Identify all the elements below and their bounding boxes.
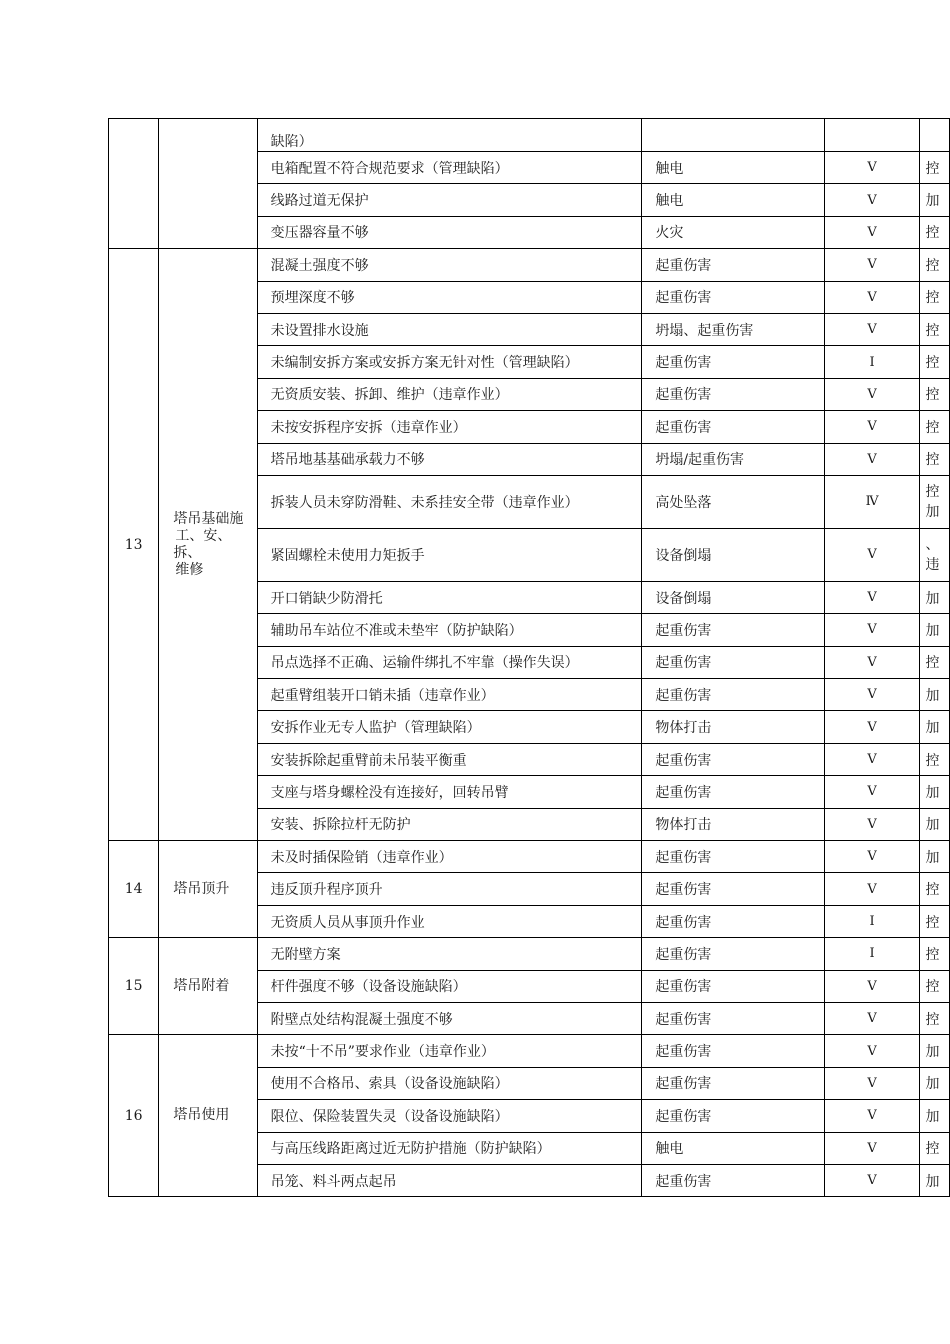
hazard-cell: 吊笼、料斗两点起吊 xyxy=(257,1164,642,1196)
level-cell: Ⅴ xyxy=(824,411,920,443)
hazard-cell: 无附壁方案 xyxy=(257,938,642,970)
control-cell: 加 xyxy=(920,711,950,743)
level-cell: Ⅴ xyxy=(824,581,920,613)
control-cell: 加 xyxy=(920,1164,950,1196)
hazard-cell: 无资质安装、拆卸、维护（违章作业） xyxy=(257,378,642,410)
control-cell: 加 xyxy=(920,679,950,711)
level-cell: Ⅴ xyxy=(824,970,920,1002)
accident-cell: 物体打击 xyxy=(642,808,824,840)
process-label: 塔吊使用 xyxy=(173,1107,230,1124)
level-cell: Ⅳ xyxy=(824,475,920,528)
control-cell: 控 xyxy=(920,443,950,475)
level-cell: Ⅴ xyxy=(824,378,920,410)
control-cell: 控 xyxy=(920,1132,950,1164)
level-cell: Ⅴ xyxy=(824,443,920,475)
accident-cell: 高处坠落 xyxy=(642,475,824,528)
control-cell: 、 违 xyxy=(920,528,950,581)
hazard-cell: 支座与塔身螺栓没有连接好，回转吊臂 xyxy=(257,776,642,808)
control-cell: 控 xyxy=(920,378,950,410)
hazard-cell: 使用不合格吊、索具（设备设施缺陷） xyxy=(257,1067,642,1099)
accident-cell: 起重伤害 xyxy=(642,1035,824,1067)
level-cell: Ⅴ xyxy=(824,646,920,678)
hazard-cell: 拆装人员未穿防滑鞋、未系挂安全带（违章作业） xyxy=(257,475,642,528)
level-cell: Ⅴ xyxy=(824,152,920,184)
level-cell: Ⅴ xyxy=(824,313,920,345)
control-cell: 控 xyxy=(920,346,950,378)
level-cell: Ⅴ xyxy=(824,743,920,775)
row-number-cell: 14 xyxy=(109,841,159,938)
accident-cell: 起重伤害 xyxy=(642,1067,824,1099)
hazard-cell: 紧固螺栓未使用力矩扳手 xyxy=(257,528,642,581)
control-cell: 加 xyxy=(920,1067,950,1099)
accident-cell: 起重伤害 xyxy=(642,1100,824,1132)
process-label: 维修 xyxy=(175,561,204,578)
level-cell: Ⅴ xyxy=(824,1100,920,1132)
process-cell xyxy=(159,119,257,249)
row-number-cell: 16 xyxy=(109,1035,159,1197)
level-cell: Ⅴ xyxy=(824,216,920,248)
control-cell: 加 xyxy=(920,1035,950,1067)
accident-cell: 触电 xyxy=(642,152,824,184)
process-cell xyxy=(159,938,257,1035)
control-cell: 控 加 xyxy=(920,475,950,528)
control-cell: 加 xyxy=(920,1100,950,1132)
hazard-cell: 附壁点处结构混凝土强度不够 xyxy=(257,1002,642,1034)
level-cell xyxy=(824,119,920,152)
level-cell: Ⅴ xyxy=(824,528,920,581)
level-cell: Ⅴ xyxy=(824,776,920,808)
control-cell: 加 xyxy=(920,776,950,808)
accident-cell: 设备倒塌 xyxy=(642,528,824,581)
level-cell: Ⅴ xyxy=(824,873,920,905)
hazard-cell: 未编制安拆方案或安拆方案无针对性（管理缺陷） xyxy=(257,346,642,378)
level-cell: Ⅴ xyxy=(824,1002,920,1034)
hazard-cell: 限位、保险装置失灵（设备设施缺陷） xyxy=(257,1100,642,1132)
process-cell xyxy=(159,249,257,841)
control-cell: 加 xyxy=(920,581,950,613)
accident-cell: 起重伤害 xyxy=(642,1002,824,1034)
hazard-cell: 杆件强度不够（设备设施缺陷） xyxy=(257,970,642,1002)
accident-cell: 起重伤害 xyxy=(642,249,824,281)
level-cell: Ⅴ xyxy=(824,614,920,646)
control-cell: 控 xyxy=(920,938,950,970)
level-cell: Ⅴ xyxy=(824,184,920,216)
accident-cell: 坍塌/起重伤害 xyxy=(642,443,824,475)
hazard-cell: 安装拆除起重臂前未吊装平衡重 xyxy=(257,743,642,775)
level-cell: Ⅴ xyxy=(824,1132,920,1164)
control-cell: 加 xyxy=(920,184,950,216)
table-row xyxy=(109,1035,950,1067)
level-cell: Ⅴ xyxy=(824,711,920,743)
hazard-cell: 变压器容量不够 xyxy=(257,216,642,248)
control-cell: 控 xyxy=(920,873,950,905)
hazard-cell: 塔吊地基基础承载力不够 xyxy=(257,443,642,475)
accident-cell: 起重伤害 xyxy=(642,970,824,1002)
level-cell: Ⅴ xyxy=(824,679,920,711)
accident-cell: 起重伤害 xyxy=(642,411,824,443)
accident-cell: 起重伤害 xyxy=(642,679,824,711)
accident-cell: 起重伤害 xyxy=(642,646,824,678)
accident-cell: 起重伤害 xyxy=(642,905,824,937)
hazard-cell: 与高压线路距离过近无防护措施（防护缺陷） xyxy=(257,1132,642,1164)
hazard-cell: 安拆作业无专人监护（管理缺陷） xyxy=(257,711,642,743)
level-cell: Ⅴ xyxy=(824,249,920,281)
control-cell: 控 xyxy=(920,313,950,345)
control-cell: 控 xyxy=(920,249,950,281)
accident-cell: 触电 xyxy=(642,184,824,216)
control-cell: 控 xyxy=(920,216,950,248)
accident-cell: 火灾 xyxy=(642,216,824,248)
process-label: 拆、 xyxy=(173,544,202,561)
accident-cell: 起重伤害 xyxy=(642,841,824,873)
accident-cell: 坍塌、起重伤害 xyxy=(642,313,824,345)
hazard-cell: 混凝土强度不够 xyxy=(257,249,642,281)
level-cell: Ⅰ xyxy=(824,938,920,970)
control-cell xyxy=(920,119,950,152)
table-row xyxy=(109,841,950,873)
process-label: 塔吊顶升 xyxy=(173,880,230,897)
level-cell: Ⅴ xyxy=(824,808,920,840)
accident-cell: 起重伤害 xyxy=(642,743,824,775)
control-cell: 控 xyxy=(920,1002,950,1034)
level-cell: Ⅴ xyxy=(824,841,920,873)
control-cell: 控 xyxy=(920,905,950,937)
hazard-cell: 吊点选择不正确、运输件绑扎不牢靠（操作失误） xyxy=(257,646,642,678)
hazard-cell: 起重臂组装开口销未插（违章作业） xyxy=(257,679,642,711)
level-cell: Ⅴ xyxy=(824,281,920,313)
level-cell: Ⅰ xyxy=(824,346,920,378)
accident-cell: 起重伤害 xyxy=(642,378,824,410)
hazard-cell: 未设置排水设施 xyxy=(257,313,642,345)
process-label: 塔吊附着 xyxy=(173,977,230,994)
table-row xyxy=(109,119,950,152)
process-label: 塔吊基础施 xyxy=(173,510,244,527)
accident-cell: 触电 xyxy=(642,1132,824,1164)
row-number-cell: 13 xyxy=(109,249,159,841)
control-cell: 控 xyxy=(920,743,950,775)
accident-cell: 起重伤害 xyxy=(642,938,824,970)
hazard-cell: 无资质人员从事顶升作业 xyxy=(257,905,642,937)
table-row xyxy=(109,249,950,281)
hazard-table-body xyxy=(109,119,950,1197)
level-cell: Ⅴ xyxy=(824,1067,920,1099)
control-cell: 控 xyxy=(920,970,950,1002)
hazard-cell: 预埋深度不够 xyxy=(257,281,642,313)
level-cell: Ⅰ xyxy=(824,905,920,937)
accident-cell: 起重伤害 xyxy=(642,281,824,313)
hazard-cell: 电箱配置不符合规范要求（管理缺陷） xyxy=(257,152,642,184)
level-cell: Ⅴ xyxy=(824,1164,920,1196)
hazard-cell: 未按安拆程序安拆（违章作业） xyxy=(257,411,642,443)
hazard-cell: 违反顶升程序顶升 xyxy=(257,873,642,905)
hazard-cell: 未及时插保险销（违章作业） xyxy=(257,841,642,873)
accident-cell: 起重伤害 xyxy=(642,873,824,905)
hazard-cell: 未按“十不吊”要求作业（违章作业） xyxy=(257,1035,642,1067)
accident-cell: 起重伤害 xyxy=(642,776,824,808)
process-cell xyxy=(159,841,257,938)
control-cell: 控 xyxy=(920,646,950,678)
accident-cell: 物体打击 xyxy=(642,711,824,743)
control-cell: 控 xyxy=(920,152,950,184)
level-cell: Ⅴ xyxy=(824,1035,920,1067)
accident-cell: 设备倒塌 xyxy=(642,581,824,613)
row-number-cell: 15 xyxy=(109,938,159,1035)
hazard-cell: 安装、拆除拉杆无防护 xyxy=(257,808,642,840)
row-number-cell xyxy=(109,119,159,249)
hazard-cell: 开口销缺少防滑托 xyxy=(257,581,642,613)
hazard-cell: 缺陷） xyxy=(257,119,642,152)
hazard-table xyxy=(108,118,950,1197)
accident-cell: 起重伤害 xyxy=(642,346,824,378)
accident-cell xyxy=(642,119,824,152)
control-cell: 加 xyxy=(920,841,950,873)
accident-cell: 起重伤害 xyxy=(642,1164,824,1196)
table-row xyxy=(109,938,950,970)
control-cell: 控 xyxy=(920,411,950,443)
control-cell: 加 xyxy=(920,614,950,646)
control-cell: 控 xyxy=(920,281,950,313)
process-label: 工、安、 xyxy=(175,527,232,544)
accident-cell: 起重伤害 xyxy=(642,614,824,646)
control-cell: 加 xyxy=(920,808,950,840)
hazard-cell: 辅助吊车站位不准或未垫牢（防护缺陷） xyxy=(257,614,642,646)
hazard-cell: 线路过道无保护 xyxy=(257,184,642,216)
process-cell xyxy=(159,1035,257,1197)
